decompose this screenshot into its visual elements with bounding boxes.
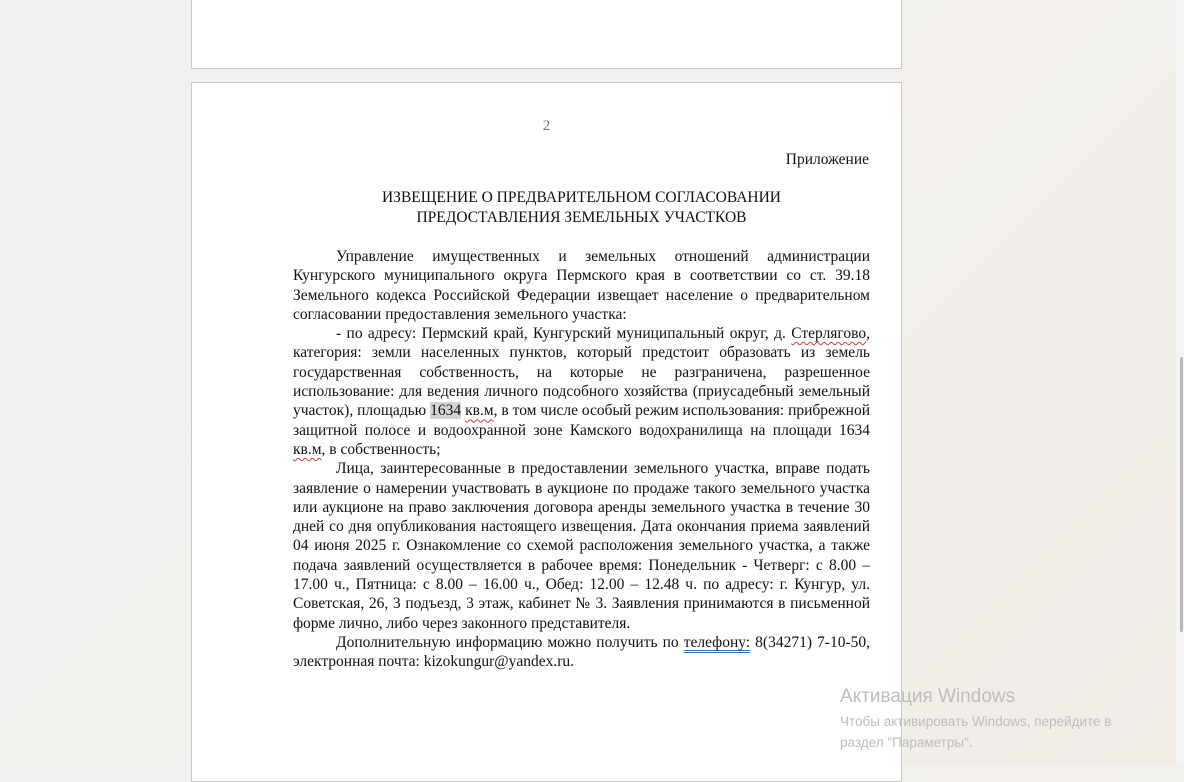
address-text-b: , категория: земли населенных пунктов, который предстоит образовать из земель государственная собственность, на которые не разграничена, разрешенное использование: для ведения личного подсобного хозяйства (приусадебный земельный участок), площадью (293, 325, 870, 420)
watermark-line-1: Чтобы активировать Windows, перейдите в (840, 714, 1112, 729)
paragraph-address (293, 324, 870, 459)
contacts-text-b: 8(34271) 7-10-50, электронная почта: kizokungur@yandex.ru. (293, 633, 870, 671)
address-text-d: , в том числе особый режим использования: прибрежной защитной полосе и водоохранной зоне Камского водохранилища на площади 1634 (293, 402, 870, 439)
address-text-e: , в собственность; (321, 440, 441, 458)
windows-activation-watermark (840, 685, 1150, 753)
vertical-scrollbar[interactable] (1176, 0, 1184, 766)
title-line-1: ИЗВЕЩЕНИЕ О ПРЕДВАРИТЕЛЬНОМ СОГЛАСОВАНИИ (381, 189, 781, 206)
area-value-highlight: 1634 (430, 402, 462, 420)
phone-label: телефону: (683, 633, 751, 651)
paragraph-intro: Управление имущественных и земельных отношений администрации Кунгурского муниципального округа Пермского края в соответствии со ст. 39.18 Земельного кодекса Российской Федерации извещает население о предварительном согласовании предоставления земельного участка: (293, 248, 870, 323)
watermark-title: Активация Windows (840, 686, 1016, 707)
contacts-text-a: Дополнительную информацию можно получить по (336, 633, 684, 651)
scrollbar-thumb[interactable] (1180, 357, 1183, 632)
paragraph-contacts (293, 633, 870, 672)
document-body (293, 247, 870, 672)
previous-page (191, 0, 902, 69)
document-title (293, 188, 870, 228)
address-text-a: - по адресу: Пермский край, Кунгурский муниципальный округ, д. (336, 325, 792, 343)
page-number: 2 (542, 118, 551, 134)
watermark-line-2: раздел "Параметры". (840, 735, 973, 750)
watermark-text (840, 711, 1150, 753)
village-name: Стерлягово (791, 325, 867, 343)
paragraph-conditions: Лица, заинтересованные в предоставлении земельного участка, вправе подать заявление о намерении участвовать в аукционе по продаже такого земельного участка или аукционе на право заключения договора аренды земельного участка в течение 30 дней со дня опубликования настоящего извещения. Дата окончания приема заявлений 04 июня 2025 г. Ознакомление со схемой расположения земельного участка, а также подача заявлений осуществляется в рабочее время: Понедельник - Четверг: с 8.00 – 17.00 ч., Пятница: с 8.00 – 16.00 ч., Обед: 12.00 – 12.48 ч. по адресу: г. Кунгур, ул. Советская, 26, 3 подъезд, 3 этаж, кабинет № 3. Заявления принимаются в письменной форме лично, либо через законного представителя. (293, 460, 870, 632)
area-unit-2: кв.м (293, 440, 322, 458)
document-page (191, 82, 902, 782)
appendix-label: Приложение (785, 151, 869, 168)
area-unit-1: кв.м (465, 402, 494, 420)
title-line-2: ПРЕДОСТАВЛЕНИЯ ЗЕМЕЛЬНЫХ УЧАСТКОВ (416, 209, 747, 226)
